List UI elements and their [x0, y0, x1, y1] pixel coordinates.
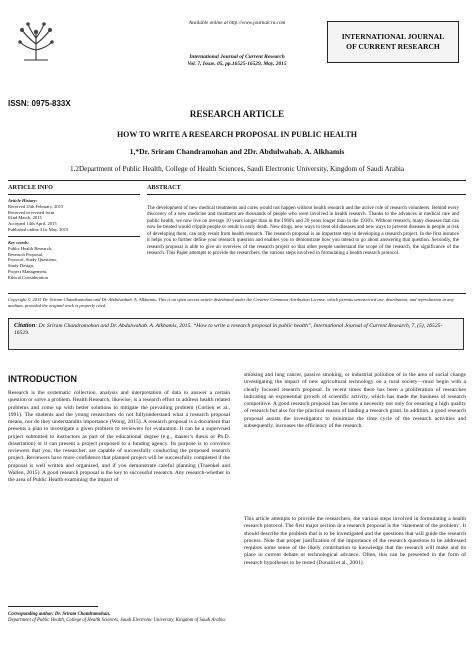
divider-info: [8, 194, 140, 195]
history-item: Received 25th February, 2015: [8, 203, 64, 209]
footnote-divider: [8, 606, 98, 607]
divider-bottom: [8, 293, 466, 294]
keyword-item: Ethical Consideration: [8, 274, 48, 280]
keyword-item: Research Proposal,: [8, 251, 44, 257]
corresponding-author: [8, 612, 230, 624]
citation-text: : Dr. Sriram Chandramohan and Dr. Abdulwahab. A. Alkhamis, 2015. “How to write a research proposal in public health”, International Journal of Current Research, 7, (5), 16525-16529.: [14, 323, 443, 337]
article-info-heading: ARTICLE INFO: [8, 184, 53, 191]
citation-label: Citation: [14, 322, 36, 329]
history-heading: Article History:: [8, 198, 38, 203]
divider-top: [8, 180, 466, 181]
keyword-item: Protocol, Study Questions,: [8, 257, 58, 263]
journal-box-line-2: OF CURRENT RESEARCH: [346, 42, 440, 51]
history-item: Accepted 14th April, 2015: [8, 221, 57, 227]
article-title: HOW TO WRITE A RESEARCH PROPOSAL IN PUBLIC HEALTH: [116, 130, 358, 139]
introduction-heading: INTRODUCTION: [8, 374, 77, 384]
available-online-line: Available online at http://www.journalcra.com: [188, 20, 286, 26]
keyword-item: Project Management,: [8, 268, 48, 274]
keyword-item: Public Health Research,: [8, 245, 53, 251]
corresponding-label: Corresponding author: Dr. Sriram Chandramohan,: [8, 612, 111, 617]
journal-volume: Vol. 7, Issue, 05, pp.16525-16529, May, 2015: [187, 61, 287, 67]
intro-right-paragraph-2: This article attempts to provide the researchers, the various steps involved in formulating a health research protocol. The first major section in a research proposal is the ‘statement of the problem’. It should describe the problem that is to be investigated and the questions that will guide the research process. Note that proper justification of the importance of the research questions to be addressed requires some sense of the likely contribution to knowledge that the research will make and its place in current debate or technological advance. Often, this can be presented in the form of research hypotheses to be tested (Donald et al., 2001).: [244, 516, 466, 566]
intro-right-paragraph-1: smoking and lung cancer, passive smoking, or industrial pollution of in the area of social change investigating the impact of new agricultural technology on a rural society—must begin with a clearly focused research proposal. In recent times there has been a proliferation of researches indicating an exponential growth of scientific activity, which has made the business of research competitive. A good research proposal has become a necessity not only for ensuring a high quality of research but also for the practical reason of landing a research grant. In addition, a good research proposal assists the investigators to minimize the time cycle of the research activities and subsequently, increases the efficiency of the research.: [244, 372, 466, 429]
keywords-heading: Key words:: [8, 240, 30, 245]
journal-name: International Journal of Current Research: [189, 54, 285, 60]
intro-left-paragraph: Research is the systematic collection, analysis and interpretation of data to answer a certain question or solve a problem. Health Research, likewise, is a research effort to address health related problems and come up with better solutions to mitigate the prevailing problem (Corlien et al., 1991). The students and the young researchers do not fullyunderstand what a research proposal means, nor do they understandits importance (Wong, 2015). A research proposal is a document that presents a plan to investigate a given problem to reviewers for evaluation. It can be a supervised project submitted to instructors as part of the educational degree (e.g., master’s thesis or Ph.D. dissertation) or it can present a project proposed to a funding agency. Its purpose is to convince reviewers that you, the researcher, are capable of successfully conducting the proposed research project. Reviewers have more confidence that planned project will be successfully completed if the proposal is well written and organized, and if you demonstrate careful planning (Traenkel and Wallen, 2015). A good research proposal is the key to successful research. Any research-whether in the area of Public Health examining the impact of: [8, 390, 230, 483]
article-history: [8, 198, 140, 233]
copyright-notice: Copyright © 2015 Dr. Sriram Chandramohan and Dr. Abdulwahab. A. Alkhamis. This is an open access article distributed under the Creative Commons Attribution License, which permits unrestricted use, distribution, and reproduction in any medium, provided the original work is properly cited.: [8, 297, 454, 308]
history-item: 02nd March, 2015: [8, 215, 42, 221]
history-item: Published online 31st May, 2015: [8, 226, 69, 232]
journal-box-line-1: INTERNATIONAL JOURNAL: [341, 32, 445, 41]
divider-abstract: [147, 194, 466, 195]
history-item: Received in revised form: [8, 209, 55, 215]
issn: ISSN: 0975-833X: [8, 99, 71, 108]
article-type: RESEARCH ARTICLE: [189, 109, 285, 119]
article-authors: 1,*Dr. Sriram Chandramohan and 2Dr. Abdulwahab. A. Alkhamis: [129, 147, 345, 156]
keyword-item: Study Design,: [8, 263, 35, 269]
abstract-text: The development of new medical treatments and cures would not happen without health research and the active role of research volunteers. Behind every discovery of a new medicine and treatment are thousands of people who were involved in health research. Thanks to the advances in medical care and public health, we now live on average 10 years longer than in the 1960's and 20 years longer than in the 1930's. Without research, many diseases that can now be treated would cripple people or result in early death. New drugs, new ways to treat old diseases and new ways to prevent diseases in people at risk of developing them, can only result from health research. The research proposal is an important step in developing a research project. In the first instance it helps you to further define your research question and enables you to demonstrate how you intend to go about answering that question. Secondly, the research proposal is able to give an overview of the research project so that other people understand the scope of the research, the significance of the research. This Paper attempts to provide the researchers, the various steps involved in formulating a health research protocol.: [147, 205, 459, 257]
journal-reference: [0, 54, 474, 68]
corresponding-address: Department of Public Health, College of Health Sciences, Saudi Electronic University, Kingdom of Saudi Arabia.: [8, 618, 226, 624]
article-affiliation: 1,2Department of Public Health, College of Health Sciences, Saudi Electronic University, Kingdom of Saudi Arabia: [69, 165, 405, 173]
divider-keywords: [8, 236, 140, 237]
citation: [14, 322, 454, 338]
abstract-heading: ABSTRACT: [147, 184, 181, 191]
keywords: [8, 240, 140, 281]
